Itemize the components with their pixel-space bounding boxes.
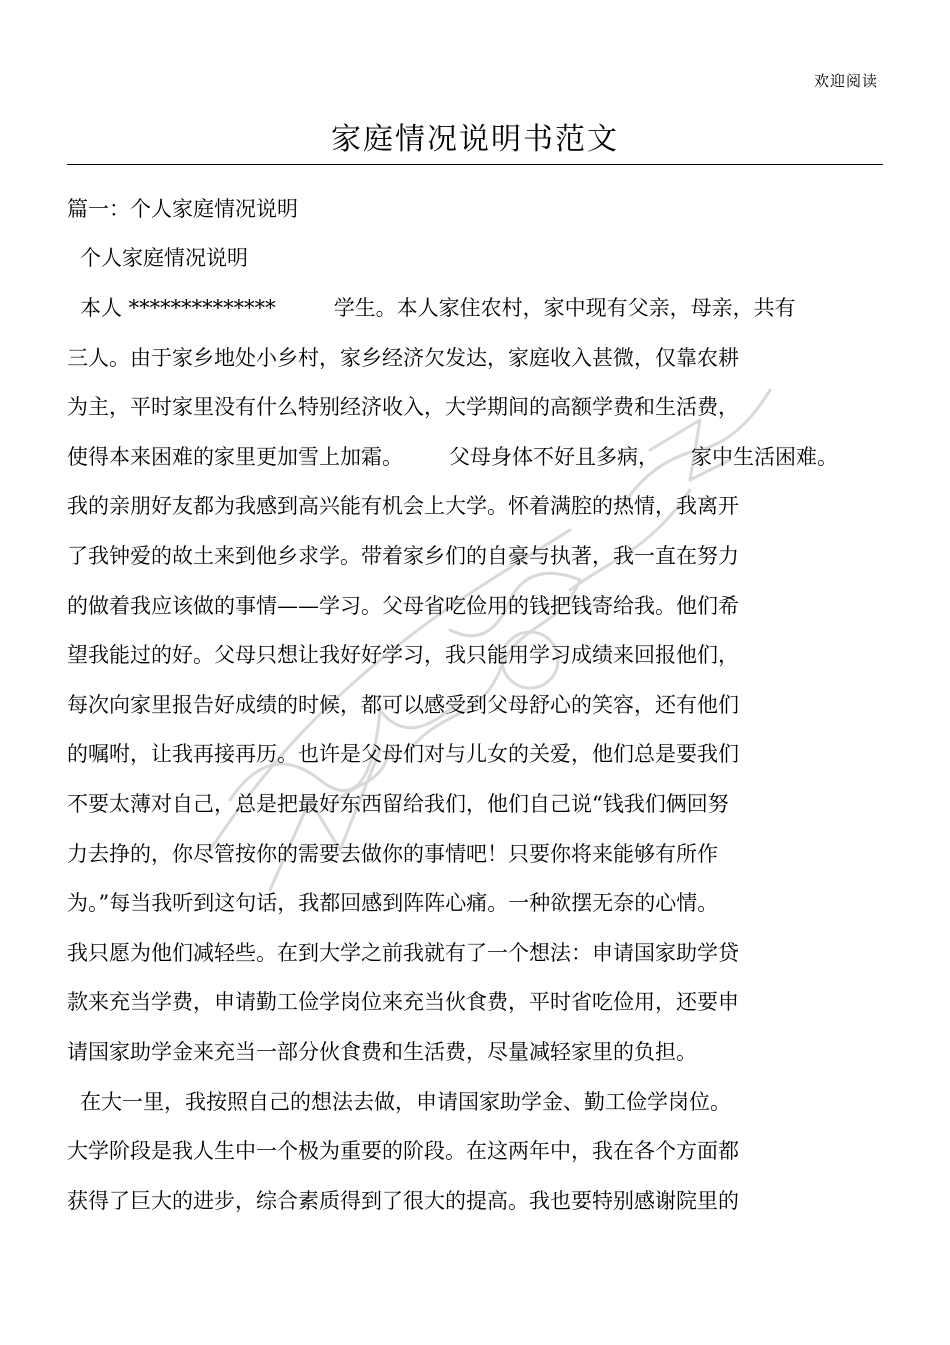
- header-note: 欢迎阅读: [813, 72, 878, 90]
- body-line-2: 三人。由于家乡地处小乡村，家乡经济欠发达，家庭收入甚微，仅靠农耕: [67, 346, 739, 370]
- body-line-18: 大学阶段是我人生中一个极为重要的阶段。在这两年中，我在各个方面都: [67, 1139, 739, 1163]
- body-line-5: 我的亲朋好友都为我感到高兴能有机会上大学。怀着满腔的热情，我离开: [67, 494, 739, 518]
- body-line-17: 在大一里，我按照自己的想法去做，申请国家助学金、勤工俭学岗位。: [80, 1090, 731, 1114]
- body-line-7: 的做着我应该做的事情——学习。父母省吃俭用的钱把钱寄给我。他们希: [67, 594, 739, 618]
- body-line-4-part-a: 使得本来困难的家里更加雪上加霜。: [67, 445, 403, 469]
- body-line-4-part-b: 父母身体不好且多病，: [449, 445, 659, 469]
- title-underline: [67, 164, 883, 165]
- body-line-1-lead: 本人 **************: [80, 296, 276, 320]
- section-heading: 篇一：个人家庭情况说明: [67, 197, 298, 221]
- body-line-9: 每次向家里报告好成绩的时候，都可以感受到父母舒心的笑容，还有他们: [67, 693, 739, 717]
- body-line-19: 获得了巨大的进步，综合素质得到了很大的提高。我也要特别感谢院里的: [67, 1189, 739, 1213]
- body-line-4: [67, 442, 838, 472]
- body-line-16: 请国家助学金来充当一部分伙食费和生活费，尽量减轻家里的负担。: [67, 1040, 697, 1064]
- body-line-15: 款来充当学费，申请勤工俭学岗位来充当伙食费，平时省吃俭用，还要申: [67, 990, 739, 1014]
- document-title: 家庭情况说明书范文: [331, 122, 619, 157]
- body-line-14: 我只愿为他们减轻些。在到大学之前我就有了一个想法：申请国家助学贷: [67, 941, 739, 965]
- body-line-6: 了我钟爱的故土来到他乡求学。带着家乡们的自豪与执著，我一直在努力: [67, 544, 739, 568]
- body-line-1: [80, 293, 796, 323]
- body-line-3: 为主，平时家里没有什么特别经济收入，大学期间的高额学费和生活费，: [67, 395, 739, 419]
- body-line-10: 的嘱咐，让我再接再历。也许是父母们对与儿女的关爱，他们总是要我们: [67, 742, 739, 766]
- body-line-13: 为。”每当我听到这句话，我都回感到阵阵心痛。一种欲摆无奈的心情。: [67, 891, 719, 915]
- body-line-11: 不要太薄对自己，总是把最好东西留给我们，他们自己说“钱我们俩回努: [67, 792, 729, 816]
- sub-heading: 个人家庭情况说明: [80, 246, 248, 270]
- body-line-1-rest: 学生。本人家住农村，家中现有父亲，母亲，共有: [333, 296, 796, 320]
- body-line-12: 力去挣的，你尽管按你的需要去做你的事情吧！只要你将来能够有所作: [67, 842, 718, 866]
- body-line-4-part-c: 家中生活困难。: [691, 445, 838, 469]
- body-line-8: 望我能过的好。父母只想让我好好学习，我只能用学习成绩来回报他们，: [67, 643, 739, 667]
